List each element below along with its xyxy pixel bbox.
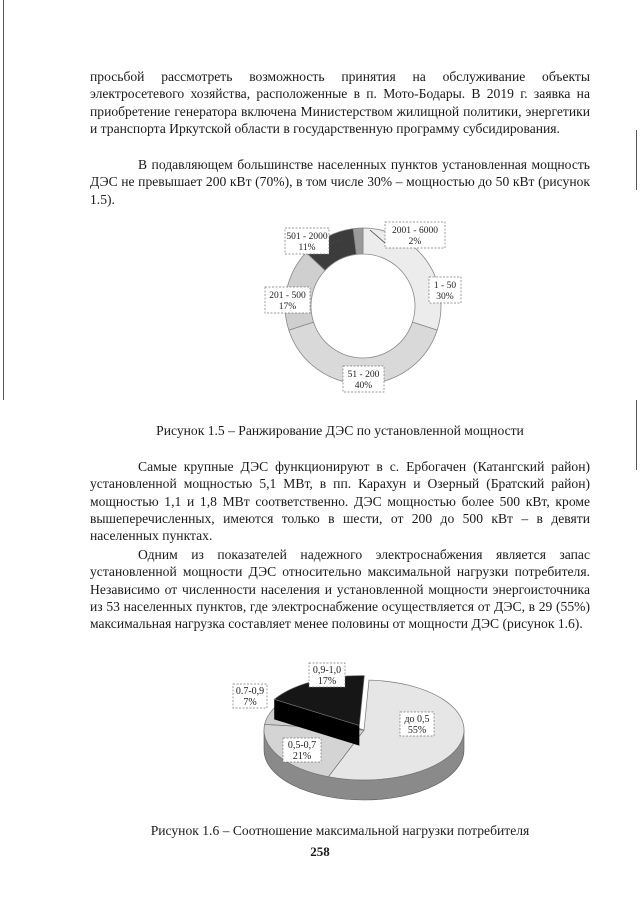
figure-1-6-caption: Рисунок 1.6 – Соотношение максимальной нагрузки потребителя (150, 823, 530, 838)
donut-label-name-4: 2001 - 6000 (392, 226, 438, 236)
donut-label-pct-2: 17% (278, 302, 297, 312)
donut-label-name-2: 201 - 500 (269, 291, 306, 301)
donut-label-pct-4: 2% (408, 237, 422, 247)
pie3d-label-pct-1: 21% (292, 751, 312, 762)
donut-label-pct-3: 11% (298, 243, 316, 253)
donut-label-pct-0: 30% (436, 292, 454, 302)
pie3d-label-name-0: до 0,5 (404, 714, 430, 725)
page-number: 258 (310, 844, 330, 859)
pie3d-label-name-2: 0.7-0,9 (235, 686, 265, 697)
paragraph-1: просьбой рассмотреть возможность принятия на обслуживание объекты электросетевого хозяйства, расположенные в п. Мото-Бодары. В 2019 г. заявка на приобретение генератора включена Министерством жилищной политики, энергетики и транспорта Иркутской области в государственную программу субсидирования. (90, 69, 590, 136)
donut-label-pct-1: 40% (354, 381, 373, 391)
pie3d-label-name-1: 0,5-0,7 (287, 740, 317, 751)
donut-label-name-0: 1 - 50 (433, 281, 457, 291)
pie3d-label-pct-0: 55% (407, 725, 427, 736)
pie3d-label-name-3: 0,9-1,0 (312, 665, 342, 676)
pie3d-label-pct-2: 7% (243, 697, 257, 708)
donut-label-name-1: 51 - 200 (347, 370, 380, 380)
donut-label-name-3: 501 - 2000 (286, 232, 328, 242)
paragraph-2: В подавляющем большинстве населенных пунктов установленная мощность ДЭС не превышает 200 кВт (70%), в том числе 30% – мощностью до 50 кВт (рисунок 1.5). (90, 157, 590, 207)
paragraph-3: Самые крупные ДЭС функционируют в с. Ербогачен (Катангский район) установленной мощностью 5,1 МВт, в пп. Карахун и Озерный (Братский район) мощностью 1,1 и 1,8 МВт соответственно. ДЭС мощностью более 500 кВт, кроме вышеперечисленных, имеются только в шести, от 200 до 500 кВт – в девяти населенных пунктах. (90, 459, 590, 544)
paragraph-4: Одним из показателей надежного электроснабжения является запас установленной мощности ДЭС относительно максимальной нагрузки потребителя. Независимо от численности населения и установленной мощности энергоисточника из 53 населенных пунктов, где электроснабжение осуществляется от ДЭС, в 29 (55%) максимальная нагрузка составляет менее половины от мощности ДЭС (рисунок 1.6). (90, 547, 590, 632)
figure-1-5-caption: Рисунок 1.5 – Ранжирование ДЭС по установленной мощности (156, 423, 524, 438)
pie3d-label-pct-3: 17% (317, 676, 337, 687)
